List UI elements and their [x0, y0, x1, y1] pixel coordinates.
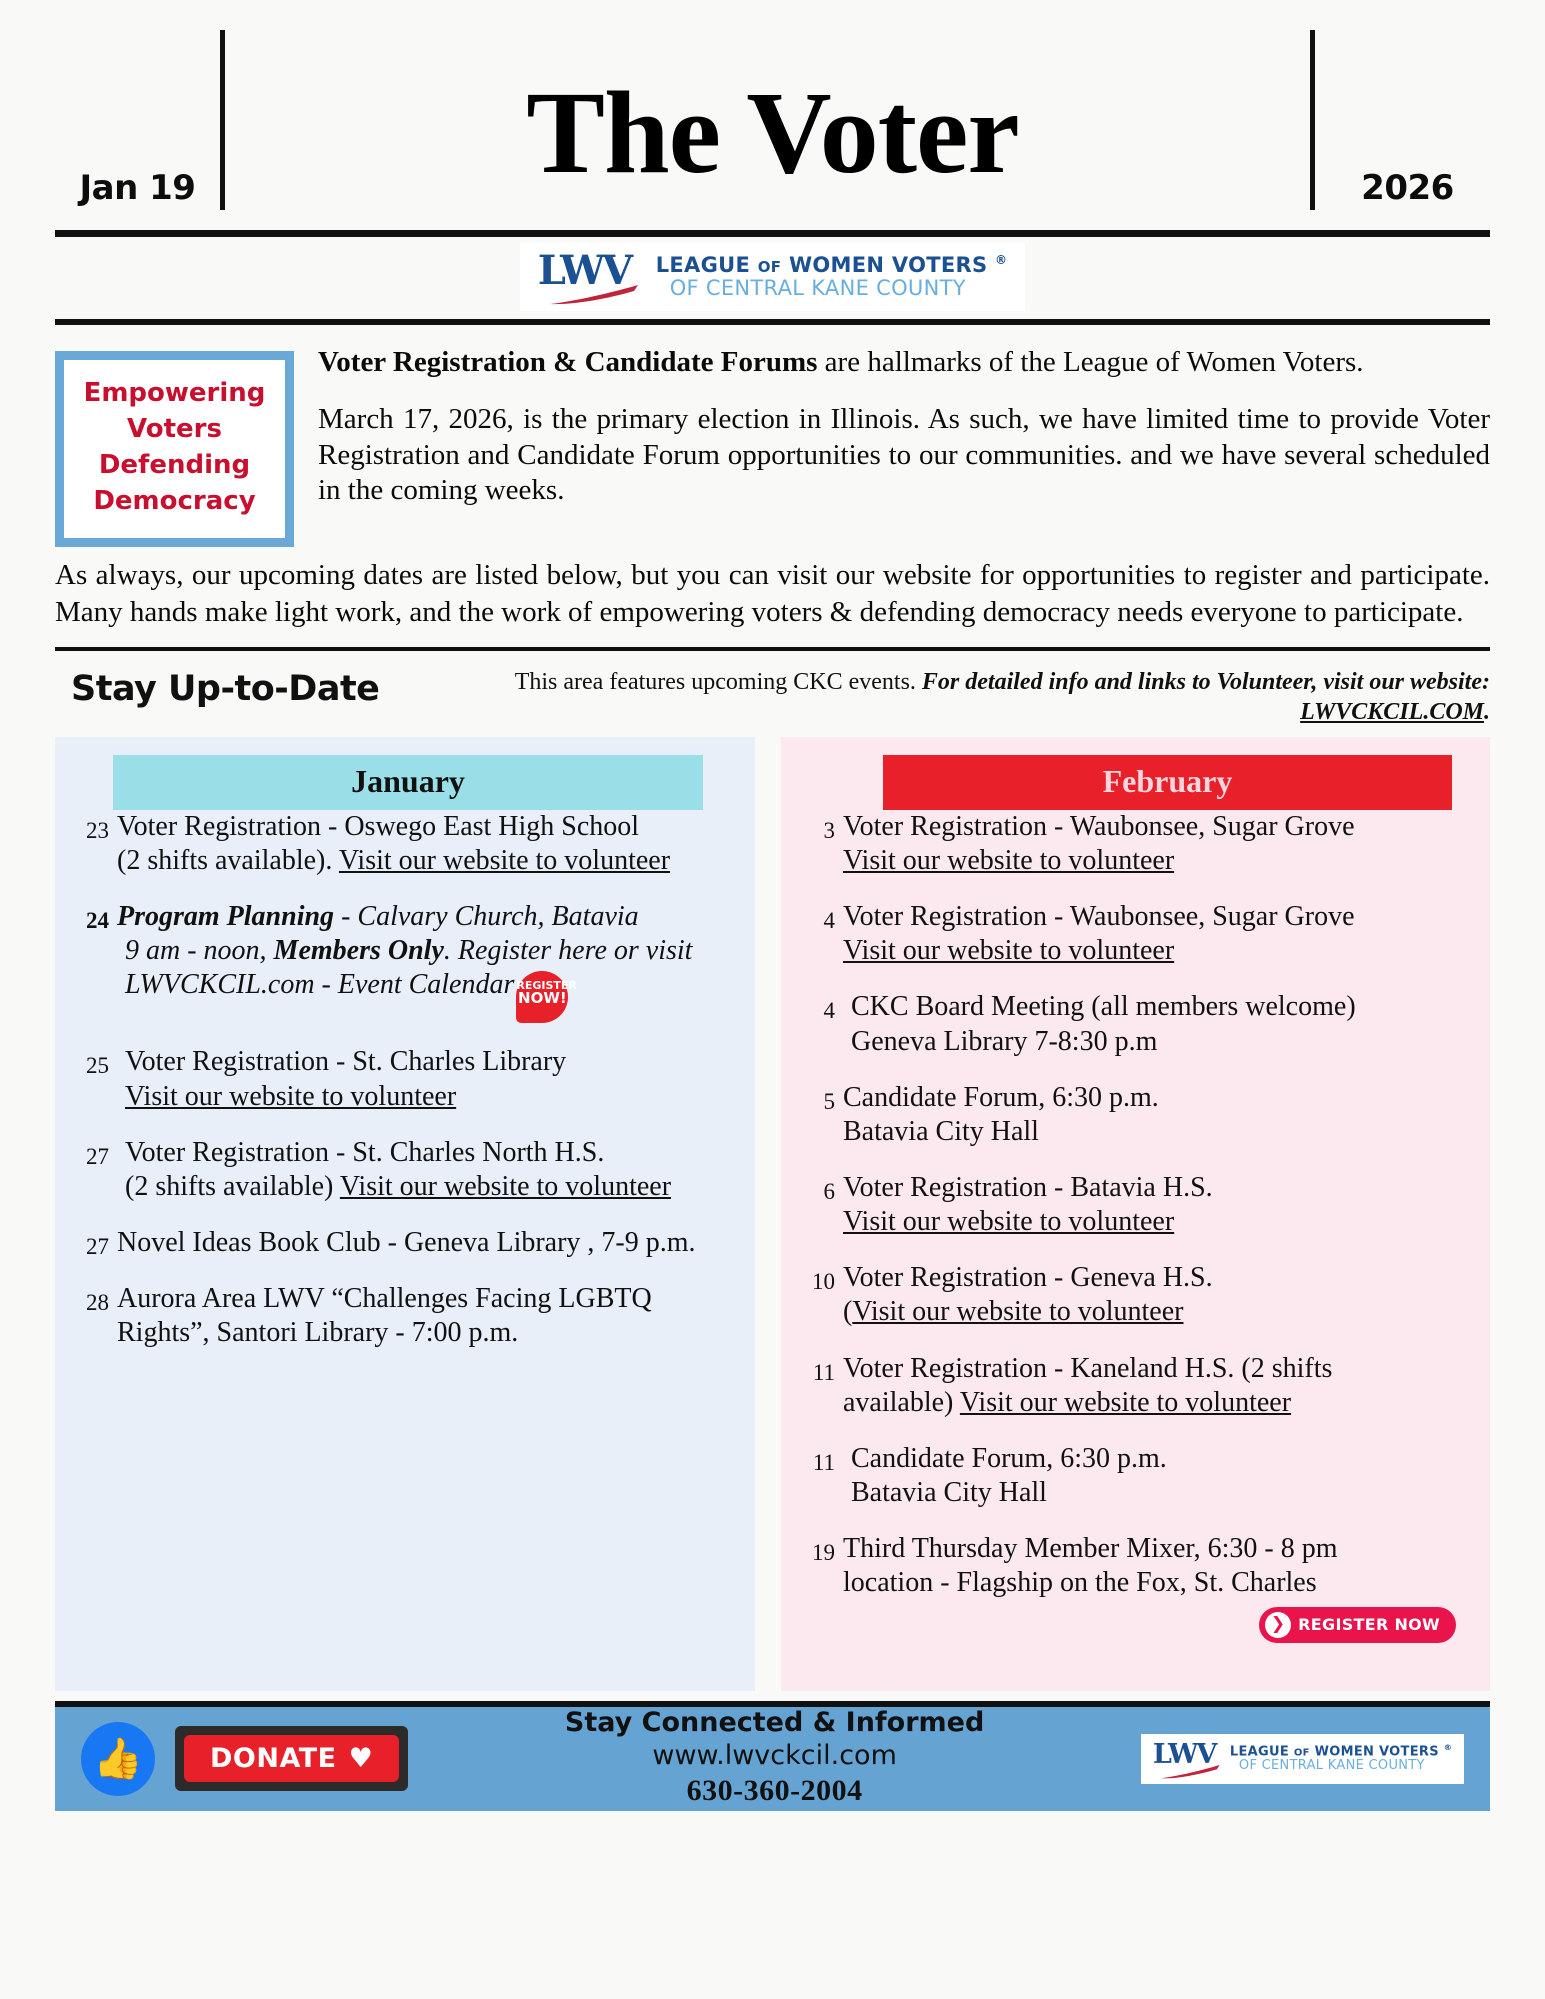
- event-line: [843, 1261, 1480, 1295]
- slogan-line-2: Voters: [127, 413, 222, 444]
- heart-icon: ♥: [348, 1743, 374, 1775]
- event-day: 6: [823, 1178, 835, 1204]
- footer-contact: [428, 1707, 1121, 1809]
- event-line: [125, 1045, 745, 1079]
- event-text: Voter Registration - Oswego East High School: [117, 810, 640, 842]
- event-text: Candidate Forum, 6:30 p.m.: [843, 1081, 1159, 1113]
- note-end-text: .: [1484, 698, 1490, 725]
- event-text: Voter Registration - St. Charles North H.S.: [125, 1136, 605, 1168]
- event-body: [843, 1261, 1480, 1329]
- event-line: [117, 900, 745, 934]
- donate-button-inner: [184, 1735, 399, 1782]
- register-now-badge[interactable]: [516, 971, 577, 1023]
- lwv-wordmark-line1: [656, 254, 1008, 277]
- event-body: [843, 990, 1480, 1058]
- registered-mark-icon: ®: [995, 252, 1008, 267]
- event-day: 19: [812, 1540, 835, 1566]
- lwv-wordmark-line2: OF CENTRAL KANE COUNTY: [1238, 1758, 1425, 1774]
- event-body: [843, 900, 1480, 968]
- event-line: [851, 990, 1480, 1024]
- event-body: [843, 1171, 1480, 1239]
- list-item[interactable]: [65, 1136, 745, 1204]
- slogan-line-1: Empowering: [83, 378, 266, 408]
- event-line: [125, 1170, 745, 1204]
- event-line: [125, 1080, 745, 1114]
- event-text: Batavia City Hall: [843, 1115, 1039, 1147]
- footer-phone: 630-360-2004: [686, 1774, 863, 1808]
- event-line: [843, 1115, 1480, 1149]
- website-link[interactable]: LWVCKCIL.COM: [1300, 698, 1484, 725]
- event-text: Voter Registration - Kaneland H.S. (2 shifts: [843, 1352, 1333, 1384]
- intro-lead-rest: are hallmarks of the League of Women Voters.: [817, 346, 1364, 378]
- event-day: 11: [812, 1449, 835, 1475]
- register-now-label: REGISTER NOW: [1298, 1614, 1440, 1634]
- intro-lead-bold: Voter Registration & Candidate Forums: [318, 346, 818, 378]
- facebook-like-button[interactable]: [81, 1722, 155, 1796]
- event-day: 3: [823, 817, 835, 843]
- event-body: [843, 1081, 1480, 1149]
- lwv-logo: [520, 243, 1026, 311]
- event-line: [843, 1352, 1480, 1386]
- event-text: LWVCKCIL.com - Event Calendar: [125, 969, 515, 1001]
- lwv-league-text: LEAGUE: [1229, 1743, 1294, 1759]
- lwv-of-text: OF: [757, 257, 782, 276]
- list-item[interactable]: [65, 1282, 745, 1350]
- list-item[interactable]: [791, 1532, 1480, 1642]
- badge-line-2: NOW!: [518, 989, 567, 1008]
- list-item[interactable]: [791, 1171, 1480, 1239]
- event-body: [117, 1045, 745, 1113]
- event-day: 25: [86, 1053, 109, 1079]
- event-day: 11: [812, 1359, 835, 1385]
- lwv-monogram-letters: LWV: [537, 247, 631, 294]
- event-line: [843, 1386, 1480, 1420]
- donate-button[interactable]: [175, 1726, 408, 1791]
- event-line: [843, 934, 1480, 968]
- slogan-box: [55, 351, 294, 547]
- event-day: 27: [86, 1233, 109, 1259]
- event-day: 4: [823, 908, 835, 934]
- donate-label: DONATE: [210, 1743, 337, 1775]
- logo-band-rule: [55, 319, 1490, 325]
- event-line: [843, 1566, 1480, 1600]
- volunteer-link[interactable]: Visit our website to volunteer: [843, 935, 1175, 967]
- event-day: 24: [86, 908, 109, 934]
- chevron-right-icon: ❯: [1265, 1612, 1291, 1638]
- badge-line-1: REGISTER: [516, 979, 577, 993]
- event-text: (2 shifts available): [125, 1170, 340, 1202]
- intro-paragraph-2: March 17, 2026, is the primary election in Illinois. As such, we have limited time to provide Voter Registration and Candidate Forum opportunities to our communities. and we have several scheduled in the coming weeks.: [318, 403, 1490, 507]
- slogan-line-4: Democracy: [93, 485, 256, 516]
- event-day: 4: [823, 998, 835, 1024]
- masthead: [55, 0, 1490, 230]
- event-body: [843, 1442, 1480, 1510]
- lwv-wordmark: [656, 254, 1008, 300]
- lwv-swoosh-icon: [548, 285, 640, 305]
- event-line: [851, 1476, 1480, 1510]
- february-header: February: [883, 755, 1452, 810]
- list-item[interactable]: [65, 1045, 745, 1113]
- event-text: Voter Registration - Waubonsee, Sugar Grove: [843, 810, 1355, 842]
- lwv-of-text: OF: [1293, 1746, 1310, 1758]
- event-line: [843, 1205, 1480, 1239]
- calendar-section: [55, 737, 1490, 1691]
- february-event-list: [791, 810, 1480, 1643]
- event-line: [851, 1025, 1480, 1059]
- intro-paragraph-1: [318, 345, 1490, 380]
- lwv-wordmark: [1230, 1744, 1452, 1774]
- event-text: (2 shifts available).: [117, 844, 339, 876]
- lwv-monogram-letters: LWV: [1152, 1738, 1216, 1770]
- event-text: Aurora Area LWV “Challenges Facing LGBTQ: [117, 1283, 652, 1315]
- event-line: [843, 1171, 1480, 1205]
- list-item[interactable]: [65, 810, 745, 878]
- event-text: Voter Registration - Batavia H.S.: [843, 1171, 1213, 1203]
- masthead-divider-right: [1310, 30, 1315, 210]
- lwv-monogram-icon: [1152, 1738, 1221, 1777]
- lwv-league-text: LEAGUE: [655, 252, 758, 277]
- logo-band: [55, 237, 1490, 319]
- stay-up-to-date-note: [393, 663, 1490, 727]
- event-text: 9 am - noon,: [125, 935, 274, 967]
- event-day: 5: [823, 1088, 835, 1114]
- registered-mark-icon: ®: [1443, 1742, 1452, 1752]
- event-text: Third Thursday Member Mixer, 6:30 - 8 pm: [843, 1533, 1338, 1565]
- event-line: [843, 810, 1480, 844]
- event-line: [843, 1081, 1480, 1115]
- event-text-emph: Members Only: [273, 935, 444, 967]
- event-line: [117, 1226, 745, 1260]
- event-line: [843, 1295, 1480, 1329]
- list-item[interactable]: [791, 990, 1480, 1058]
- masthead-divider-left: [220, 30, 225, 210]
- thumbs-up-icon: 👍: [93, 1735, 143, 1781]
- page-title: The Voter: [526, 67, 1019, 198]
- event-line: [117, 968, 745, 1023]
- stay-up-to-date-header: [55, 663, 1490, 727]
- event-body: [117, 1282, 745, 1350]
- footer-website[interactable]: www.lwvckcil.com: [652, 1740, 897, 1772]
- event-line: [117, 1316, 745, 1350]
- event-body: [117, 900, 745, 1023]
- event-body: [843, 810, 1480, 878]
- event-text: Geneva Library 7-8:30 p.m: [851, 1025, 1158, 1057]
- footer-tagline: Stay Connected & Informed: [564, 1707, 985, 1739]
- event-body: [843, 1532, 1480, 1642]
- event-line: [843, 1532, 1480, 1566]
- event-text: Voter Registration - Geneva H.S.: [843, 1262, 1213, 1294]
- event-body: [117, 1226, 745, 1260]
- event-line: [851, 1442, 1480, 1476]
- slogan-line-3: Defending: [98, 449, 251, 480]
- section-rule: [55, 647, 1490, 651]
- january-header: January: [113, 755, 703, 810]
- masthead-rule: [55, 230, 1490, 237]
- list-item[interactable]: [65, 900, 745, 1023]
- event-day: 23: [86, 817, 109, 843]
- list-item[interactable]: [791, 810, 1480, 878]
- footer-lwv-logo: [1141, 1734, 1464, 1784]
- event-line: [843, 900, 1480, 934]
- event-text: Rights”, Santori Library - 7:00 p.m.: [117, 1317, 519, 1349]
- note-plain-text: This area features upcoming CKC events.: [514, 668, 922, 695]
- event-line: [125, 1136, 745, 1170]
- event-text: available): [843, 1386, 960, 1418]
- volunteer-link[interactable]: Visit our website to volunteer: [852, 1296, 1184, 1328]
- february-column: [781, 737, 1490, 1691]
- volunteer-link[interactable]: Visit our website to volunteer: [843, 844, 1175, 876]
- lwv-wordmark-line1: [1230, 1744, 1452, 1760]
- event-text: Candidate Forum, 6:30 p.m.: [851, 1442, 1167, 1474]
- event-day: 10: [812, 1269, 835, 1295]
- note-emphasis-text: For detailed info and links to Volunteer, visit our website:: [921, 668, 1490, 695]
- event-text: CKC Board Meeting (all members welcome): [851, 991, 1356, 1023]
- event-text: location - Flagship on the Fox, St. Charles: [843, 1567, 1317, 1599]
- event-body: [117, 1136, 745, 1204]
- event-line: [117, 1282, 745, 1316]
- list-item[interactable]: [791, 1081, 1480, 1149]
- list-item[interactable]: [791, 1352, 1480, 1420]
- volunteer-link[interactable]: Visit our website to volunteer: [125, 1080, 457, 1112]
- event-text: - Calvary Church, Batavia: [334, 901, 639, 933]
- january-column: [55, 737, 755, 1691]
- event-body: [843, 1352, 1480, 1420]
- intro-section: [55, 339, 1490, 547]
- list-item[interactable]: [791, 900, 1480, 968]
- event-text: Voter Registration - St. Charles Library: [125, 1046, 567, 1078]
- event-text: (: [843, 1296, 853, 1328]
- issue-date: Jan 19: [79, 168, 196, 208]
- register-now-button[interactable]: [1259, 1607, 1456, 1643]
- lwv-women-voters-text: WOMEN VOTERS: [781, 252, 995, 277]
- volunteer-link[interactable]: Visit our website to volunteer: [338, 844, 671, 876]
- volunteer-link[interactable]: Visit our website to volunteer: [843, 1206, 1175, 1238]
- event-body: [117, 810, 745, 878]
- volunteer-link[interactable]: Visit our website to volunteer: [959, 1386, 1292, 1418]
- event-line: [843, 844, 1480, 878]
- lwv-monogram-icon: [537, 247, 642, 303]
- stay-up-to-date-title: Stay Up-to-Date: [71, 668, 380, 709]
- event-line: [117, 810, 745, 844]
- list-item[interactable]: [791, 1442, 1480, 1510]
- event-day: 27: [86, 1143, 109, 1169]
- volunteer-link[interactable]: Visit our website to volunteer: [339, 1170, 672, 1202]
- event-text: Voter Registration - Waubonsee, Sugar Grove: [843, 901, 1355, 933]
- event-line: [843, 1601, 1480, 1643]
- event-text: Novel Ideas Book Club - Geneva Library , 7-9 p.m.: [117, 1226, 696, 1258]
- lwv-women-voters-text: WOMEN VOTERS: [1309, 1743, 1444, 1759]
- intro-paragraph-3: As always, our upcoming dates are listed below, but you can visit our website for opportunities to register and participate. Many hands make light work, and the work of empowering voters & defending democracy needs everyone to participate.: [55, 558, 1490, 628]
- list-item[interactable]: [65, 1226, 745, 1260]
- event-text: Batavia City Hall: [851, 1477, 1047, 1509]
- event-title: Program Planning: [117, 901, 335, 933]
- footer: [55, 1707, 1490, 1811]
- list-item[interactable]: [791, 1261, 1480, 1329]
- issue-year: 2026: [1361, 168, 1454, 208]
- lwv-wordmark-line2: OF CENTRAL KANE COUNTY: [669, 276, 966, 300]
- event-line: [117, 844, 745, 878]
- intro-text: [318, 339, 1490, 531]
- lwv-swoosh-icon: [1159, 1765, 1221, 1779]
- january-event-list: [65, 810, 745, 1351]
- event-line: [117, 934, 745, 968]
- event-day: 28: [86, 1290, 109, 1316]
- event-text: . Register here or visit: [443, 935, 693, 967]
